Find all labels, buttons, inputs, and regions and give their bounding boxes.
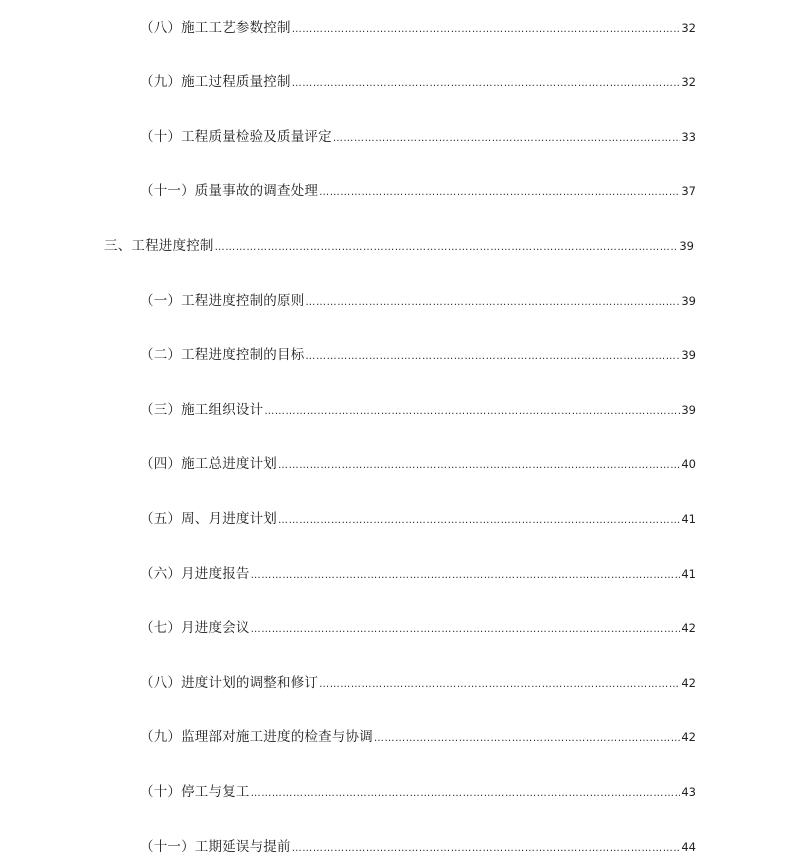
toc-entry[interactable] xyxy=(140,18,696,38)
toc-entry-title: （四）施工总进度计划 xyxy=(140,456,277,472)
toc-page-number: 41 xyxy=(681,567,696,581)
toc-entry-title: （十）停工与复工 xyxy=(140,784,250,800)
toc-dot-leader xyxy=(374,729,680,749)
toc-page-number: 39 xyxy=(681,403,696,417)
toc-dot-leader xyxy=(251,620,681,640)
toc-entry-title: （十一）工期延误与提前 xyxy=(140,839,291,855)
toc-entry[interactable] xyxy=(140,127,696,147)
toc-section-title: 三、工程进度控制 xyxy=(104,238,214,254)
toc-page-number: 33 xyxy=(681,130,696,144)
toc-entry-title: （二）工程进度控制的目标 xyxy=(140,347,305,363)
toc-dot-leader xyxy=(278,456,680,476)
toc-entry[interactable] xyxy=(140,564,696,584)
toc-dot-leader xyxy=(292,839,681,859)
toc-entry[interactable] xyxy=(140,673,696,693)
toc-dot-leader xyxy=(333,129,681,149)
toc-entry[interactable] xyxy=(140,181,696,201)
toc-entry[interactable] xyxy=(140,454,696,474)
toc-entry-title: （八）施工工艺参数控制 xyxy=(140,20,291,36)
toc-page-number: 39 xyxy=(681,294,696,308)
toc-entry-title: （七）月进度会议 xyxy=(140,620,250,636)
toc-page-number: 40 xyxy=(681,457,696,471)
toc-entry[interactable] xyxy=(140,837,696,857)
toc-entry-title: （十）工程质量检验及质量评定 xyxy=(140,129,332,145)
toc-section-entry[interactable] xyxy=(104,236,694,256)
toc-entry-title: （六）月进度报告 xyxy=(140,566,250,582)
toc-entry-title: （一）工程进度控制的原则 xyxy=(140,293,305,309)
toc-entry-title: （十一）质量事故的调查处理 xyxy=(140,183,319,199)
toc-dot-leader xyxy=(251,784,681,804)
toc-page-number: 32 xyxy=(681,21,696,35)
toc-dot-leader xyxy=(278,511,680,531)
toc-page-number: 41 xyxy=(681,512,696,526)
toc-entry-title: （八）进度计划的调整和修订 xyxy=(140,675,319,691)
toc-dot-leader xyxy=(215,238,679,258)
toc-dot-leader xyxy=(251,566,681,586)
toc-dot-leader xyxy=(305,347,680,367)
toc-entry[interactable] xyxy=(140,618,696,638)
toc-page-number: 43 xyxy=(681,785,696,799)
toc-dot-leader xyxy=(292,20,681,40)
toc-entry-title: （五）周、月进度计划 xyxy=(140,511,277,527)
toc-entry-title: （九）施工过程质量控制 xyxy=(140,74,291,90)
toc-page-number: 32 xyxy=(681,75,696,89)
toc-page-number: 44 xyxy=(681,840,696,854)
toc-page-number: 39 xyxy=(679,239,694,253)
toc-entry[interactable] xyxy=(140,727,696,747)
toc-page-number: 39 xyxy=(681,348,696,362)
toc-entry[interactable] xyxy=(140,72,696,92)
toc-entry-title: （九）监理部对施工进度的检查与协调 xyxy=(140,729,373,745)
toc-dot-leader xyxy=(292,74,681,94)
toc-dot-leader xyxy=(319,675,680,695)
toc-dot-leader xyxy=(264,402,680,422)
toc-entry[interactable] xyxy=(140,509,696,529)
toc-entry[interactable] xyxy=(140,345,696,365)
toc-page-number: 42 xyxy=(681,730,696,744)
toc-page-number: 37 xyxy=(681,184,696,198)
toc-page-number: 42 xyxy=(681,621,696,635)
toc-entry[interactable] xyxy=(140,400,696,420)
toc-dot-leader xyxy=(305,293,680,313)
toc-dot-leader xyxy=(319,183,680,203)
toc-entry[interactable] xyxy=(140,782,696,802)
toc-page-number: 42 xyxy=(681,676,696,690)
toc-entry[interactable] xyxy=(140,291,696,311)
toc-entry-title: （三）施工组织设计 xyxy=(140,402,264,418)
